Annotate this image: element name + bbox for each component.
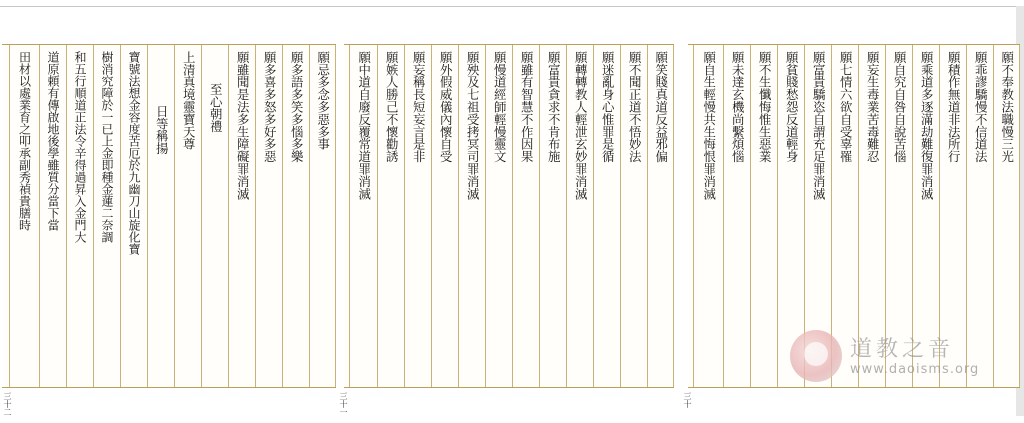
scripture-column [93, 45, 120, 387]
scripture-column [201, 45, 228, 387]
column-text: 願慢道經師輕慢靈文 [492, 51, 508, 163]
column-text: 願自生輕慢共生悔恨罪消滅 [701, 51, 717, 200]
column-text: 願雖聞是法多生障礙罪消滅 [235, 51, 251, 200]
column-text: 樹消究障於一已上金即種金蓮二奈調 [100, 51, 114, 243]
column-text: 願妄生毒業苦毒難忍 [865, 51, 881, 163]
column-text: 願殃及七祖受拷冥司罪消滅 [465, 51, 481, 200]
column-text: 願不聞正道不悟妙法 [627, 51, 643, 163]
scripture-page-31 [344, 44, 674, 388]
taiji-logo-icon [790, 330, 842, 382]
site-watermark [790, 330, 1000, 390]
scripture-column [620, 45, 647, 387]
column-text: 至心朝禮 [208, 83, 224, 133]
scripture-column [66, 45, 93, 387]
column-text: 願自究自咎自說苦惱 [892, 51, 908, 163]
scripture-column [566, 45, 593, 387]
scripture-column [647, 45, 674, 387]
watermark-url: www.daoisms.org [850, 362, 980, 377]
column-text: 道原頼有傳啟地後學雖質分當下當 [46, 51, 60, 231]
scripture-column [309, 45, 336, 387]
column-text: 願富貴貪求不肯布施 [546, 51, 562, 163]
scripture-column [349, 45, 377, 387]
scripture-column [228, 45, 255, 387]
page-number: 三十一 [339, 392, 348, 416]
column-text: 願轉轉教人輕泄玄妙罪消滅 [573, 51, 589, 200]
column-text: 田材以處業育之叩承副秀禎貴膳時 [17, 51, 32, 231]
column-text: 願貧賤愁怨反道輕身 [784, 51, 800, 163]
scripture-column [593, 45, 620, 387]
column-text: 願迷亂身心惟罪是循 [600, 51, 616, 163]
scripture-column [39, 45, 66, 387]
watermark-title: 道教之音 [850, 337, 955, 362]
column-text: 日等稱揚 [154, 105, 170, 155]
scripture-column [723, 45, 750, 387]
column-text: 願多喜多怒多好多惡 [262, 51, 278, 163]
column-text: 願七情六欲自受辜罹 [838, 51, 854, 163]
page-number: 三十二 [3, 392, 12, 416]
column-text: 願多語多笑多惱多樂 [289, 51, 305, 163]
scripture-column [512, 45, 539, 387]
column-text: 和五行順道正法令辛得過昇入金門大 [73, 51, 87, 243]
scripture-column [255, 45, 282, 387]
column-text: 願乖謬驕慢不信道法 [973, 51, 989, 163]
scripture-column [9, 45, 39, 387]
column-text: 願中道自廢反覆常道罪消滅 [356, 51, 372, 200]
column-text: 願不生懺悔惟生惡業 [757, 51, 773, 163]
scripture-column [147, 45, 174, 387]
page-number: 三十 [683, 392, 692, 408]
scripture-column [458, 45, 485, 387]
column-text: 願未達玄機尚繫煩惱 [730, 51, 746, 163]
column-text: 願笑賤真道反益邪偏 [653, 51, 669, 163]
scripture-column [693, 45, 723, 387]
column-text: 願妄稱長短妄言是非 [411, 51, 427, 163]
top-border-line [0, 6, 1024, 7]
scripture-column [539, 45, 566, 387]
column-text: 願忌多念多惡多事 [315, 51, 331, 151]
scripture-column [120, 45, 147, 387]
scripture-column [377, 45, 404, 387]
column-text: 願不奉教法職慢三光 [999, 51, 1015, 163]
scripture-column [750, 45, 777, 387]
scripture-column [282, 45, 309, 387]
column-text: 願外假威儀內懷自受 [438, 51, 454, 163]
scripture-column [485, 45, 512, 387]
column-text: 上清真境靈寶天尊 [181, 51, 197, 151]
column-text: 願乘道多逐滿劫難復罪消滅 [919, 51, 935, 200]
scripture-page-32 [2, 44, 336, 388]
column-text: 寶號法想金容度苦厄於九幽刀山旋化寶 [127, 51, 141, 255]
scripture-column [431, 45, 458, 387]
column-text: 願雖有智慧不作因果 [519, 51, 535, 163]
scripture-column [404, 45, 431, 387]
column-text: 願積作無道非法所行 [946, 51, 962, 163]
scripture-column [174, 45, 201, 387]
column-text: 願嫉人勝己不懷勸誘 [384, 51, 400, 163]
column-text: 願富貴驕恣自謂充足罪消滅 [811, 51, 827, 200]
